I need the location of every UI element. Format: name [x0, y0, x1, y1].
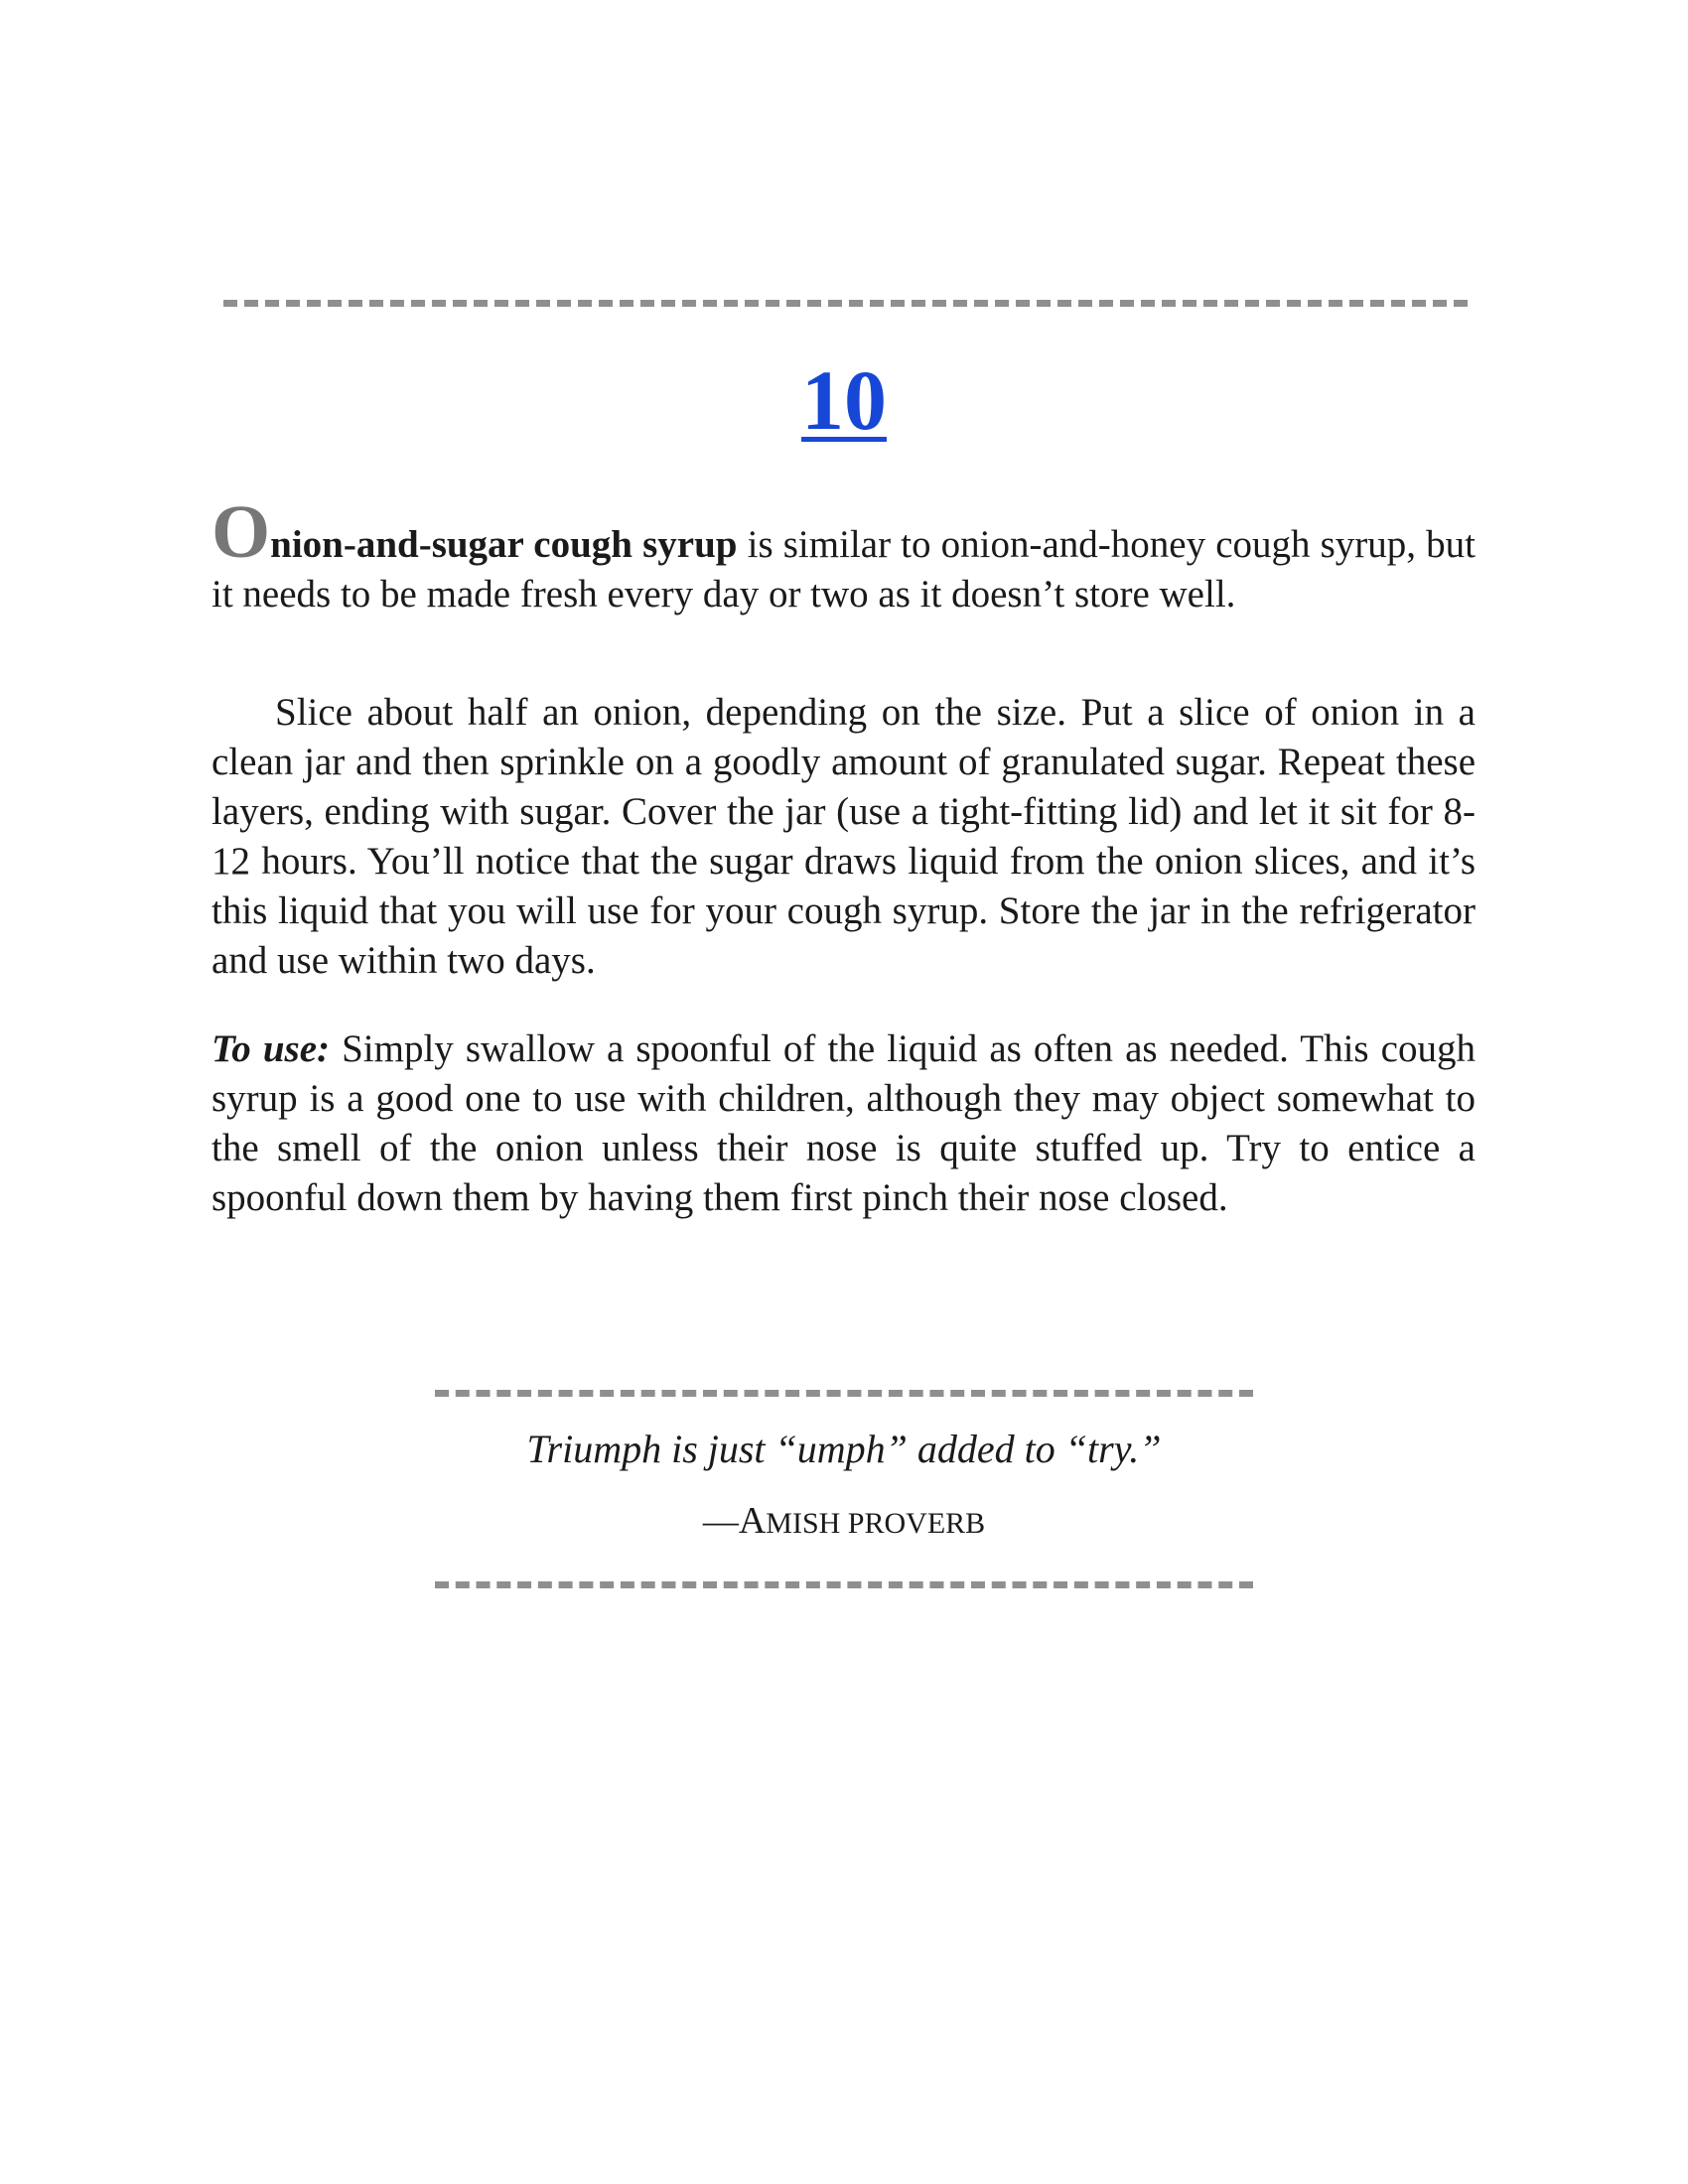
intro-text: is similar to onion-and-honey cough syrup, but it needs to be made fresh every day or two as it doesn’t store well. [211, 523, 1477, 615]
attribution-initial: A [738, 1500, 767, 1542]
attribution-dash: — [702, 1501, 739, 1541]
top-dashed-rule [223, 300, 1468, 307]
proverb-attribution [0, 1496, 1688, 1549]
drop-cap: O [211, 490, 271, 574]
quote-bottom-rule [435, 1581, 1253, 1588]
usage-text: Simply swallow a spoonful of the liquid as often as needed. This cough syrup is a good one to use with children, although they may object somewhat to the smell of the onion unless their nose is quite stuffed up. Try to entice a spoonful down them by having them first pinch their nose closed. [211, 1027, 1476, 1219]
instructions-paragraph: Slice about half an onion, depending on the size. Put a slice of onion in a clean jar and then sprinkle on a goodly amount of granulated sugar. Repeat these layers, ending with sugar. Cover the jar (use a tight-fitting lid) and let it sit for 8-12 hours. You’ll notice that the sugar draws liquid from the onion slices, and it’s this liquid that you will use for your cough syrup. Store the jar in the refrigerator and use within two days. [211, 691, 1476, 982]
quote-top-rule [435, 1390, 1253, 1397]
attribution-rest: MISH PROVERB [766, 1507, 986, 1540]
chapter-number-link[interactable]: 10 [801, 352, 887, 448]
remedy-title: nion-and-sugar cough syrup [270, 523, 738, 566]
intro-paragraph [211, 490, 1477, 619]
proverb-quote: Triumph is just “umph” added to “try.” [526, 1427, 1162, 1471]
usage-paragraph [211, 1024, 1476, 1223]
usage-label: To use: [211, 1027, 330, 1070]
chapter-heading [0, 352, 1688, 448]
